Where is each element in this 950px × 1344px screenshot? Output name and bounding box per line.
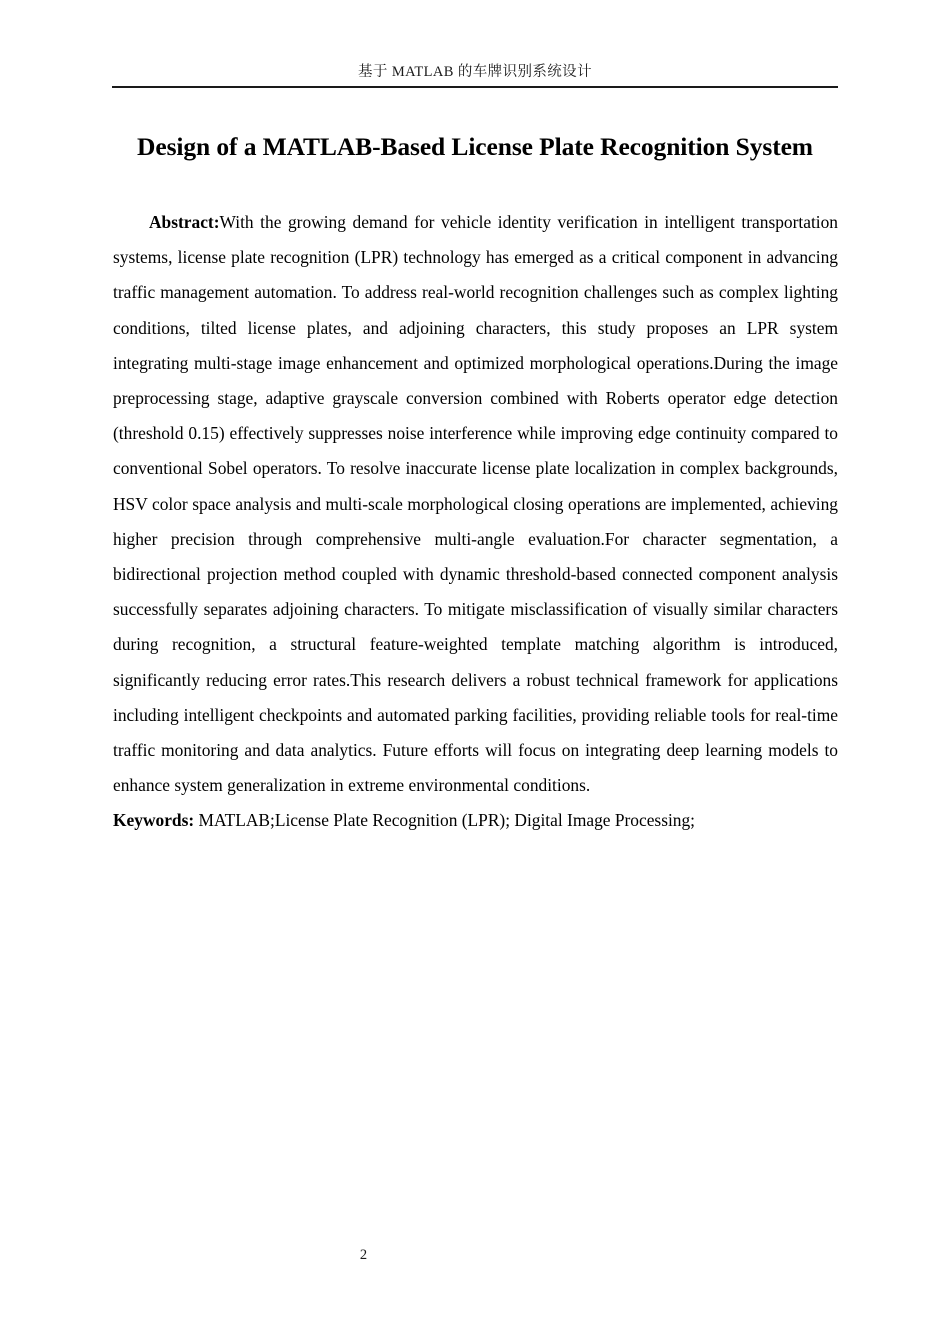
page-header: [112, 62, 838, 88]
keywords-label: Keywords:: [113, 810, 195, 831]
keywords-value: MATLAB;License Plate Recognition (LPR); Digital Image Processing;: [194, 810, 696, 831]
article-body: [113, 205, 838, 839]
footer-page-number: 2: [359, 1247, 368, 1263]
abstract-label: Abstract:: [149, 212, 220, 232]
abstract-text: With the growing demand for vehicle identity verification in intelligent transportation systems, license plate recognition (LPR) technology has emerged as a critical component in advancing traffic management automation. To address real-world recognition challenges such as complex lighting conditions, tilted license plates, and adjoining characters, this study proposes an LPR system integrating multi-stage image enhancement and optimized morphological operations.During the image preprocessing stage, adaptive grayscale conversion combined with Roberts operator edge detection (threshold 0.15) effectively suppresses noise interference while improving edge continuity compared to conventional Sobel operators. To resolve inaccurate license plate localization in complex backgrounds, HSV color space analysis and multi-scale morphological closing operations are implemented, achieving higher precision through comprehensive multi-angle evaluation.For character segmentation, a bidirectional projection method coupled with dynamic threshold-based connected component analysis successfully separates adjoining characters. To mitigate misclassification of visually similar characters during recognition, a structural feature-weighted template matching algorithm is introduced, significantly reducing error rates.This research delivers a robust technical framework for applications including intelligent checkpoints and automated parking facilities, providing reliable tools for real-time traffic monitoring and data analytics. Future efforts will focus on integrating deep learning models to enhance system generalization in extreme environmental conditions.: [113, 212, 838, 796]
running-header-title: 基于 MATLAB 的车牌识别系统设计: [358, 64, 592, 80]
abstract-paragraph: [113, 205, 838, 803]
keywords-line: [113, 803, 838, 838]
page-title: Design of a MATLAB-Based License Plate Recognition System: [137, 132, 813, 162]
header-divider-rule: [112, 86, 838, 88]
